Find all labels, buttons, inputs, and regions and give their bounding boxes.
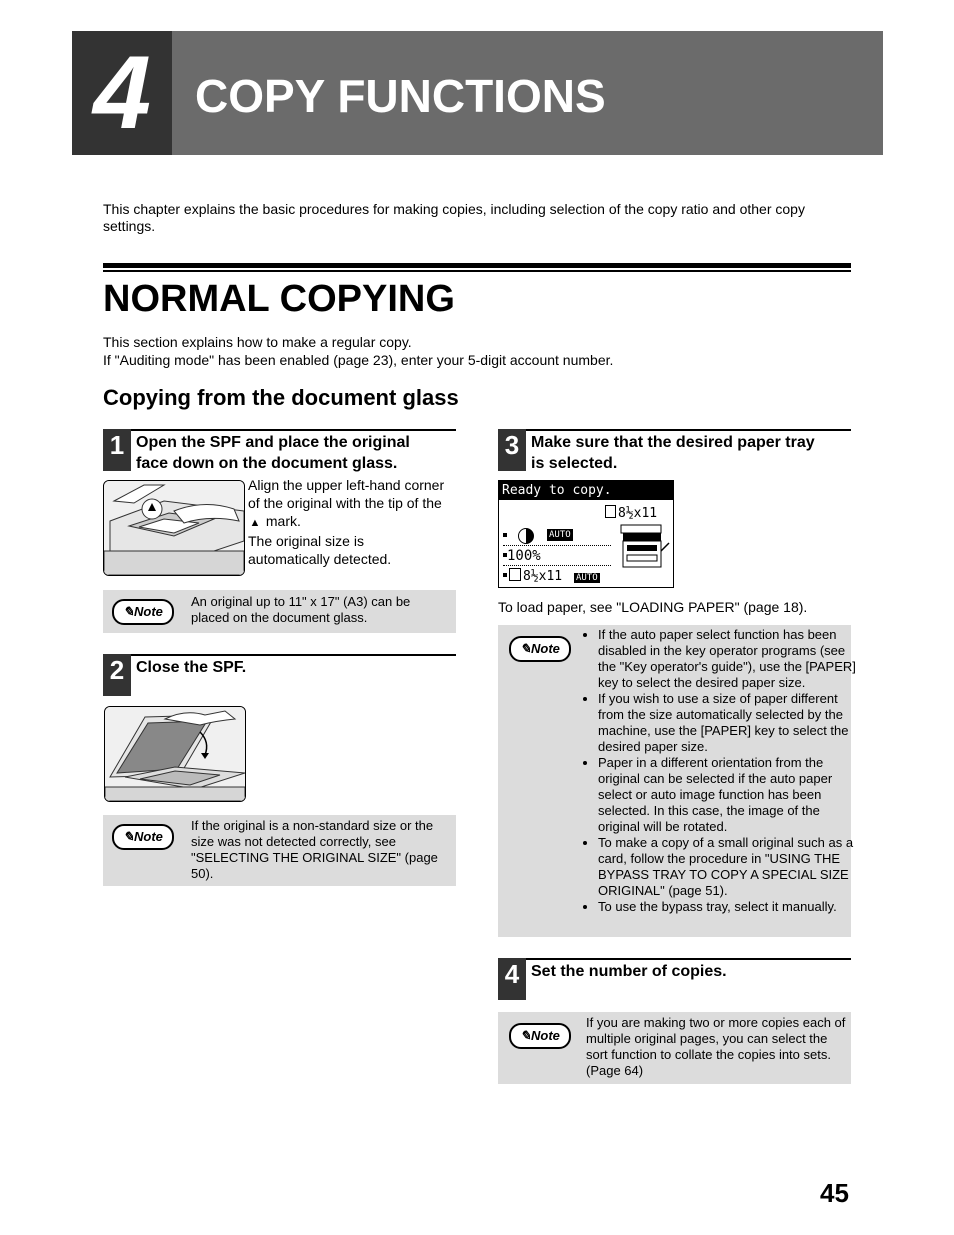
lcd-ratio: 100% bbox=[507, 548, 541, 564]
step-2-rule bbox=[103, 654, 456, 656]
chapter-intro: This chapter explains the basic procedures for making copies, including selection of the copy ratio and other copy settings. bbox=[103, 201, 805, 234]
note-list-item: • If the auto paper select function has been disabled in the key operator programs (see the "Key operator's guide"), use the [PAPER] key to select the desired paper size. bbox=[598, 627, 860, 691]
step-1-desc-line-2: of the original with the tip of the bbox=[248, 495, 442, 511]
step-4-number: 4 bbox=[498, 958, 526, 1000]
pencil-icon: ✎ bbox=[520, 1028, 531, 1043]
note-icon bbox=[112, 824, 174, 850]
step-4-rule bbox=[498, 958, 851, 960]
lcd-exposure-row bbox=[503, 527, 611, 546]
step-1-note-text: An original up to 11" x 17" (A3) can be placed on the document glass. bbox=[191, 594, 411, 625]
alignment-mark-icon: ▲ bbox=[249, 517, 261, 529]
pencil-icon: ✎ bbox=[123, 829, 134, 844]
lcd-display bbox=[498, 480, 674, 588]
page-number: 45 bbox=[820, 1178, 849, 1208]
lcd-ratio-row bbox=[503, 547, 611, 566]
bullet-marker-icon bbox=[503, 533, 507, 537]
chapter-number: 4 bbox=[72, 31, 172, 155]
step-2-note-box bbox=[103, 815, 456, 886]
step-3-note-list bbox=[583, 627, 860, 915]
pencil-icon: ✎ bbox=[123, 604, 134, 619]
note-list-item: • Paper in a different orientation from the original can be selected if the auto paper select or auto image function has been selected. In this case, the image of the original will be rotated. bbox=[598, 755, 860, 835]
step-1-illustration bbox=[103, 480, 245, 576]
note-list-item: • To use the bypass tray, select it manually. bbox=[598, 899, 860, 915]
lcd-paper-bottom: 8½x11 bbox=[523, 569, 563, 584]
step-2-title: Close the SPF. bbox=[136, 659, 247, 676]
step-3-title-line-1: Make sure that the desired paper tray bbox=[531, 434, 815, 451]
step-3-title bbox=[531, 432, 851, 474]
lcd-paper-bottom-row bbox=[503, 568, 600, 585]
lcd-paper-top-row bbox=[605, 505, 657, 522]
step-2-number: 2 bbox=[103, 654, 131, 696]
step-1-note-box bbox=[103, 590, 456, 633]
note-list-item: • If you wish to use a size of paper different from the size automatically selected by the machine, use the [PAPER] key to select the desired paper size. bbox=[598, 691, 860, 755]
note-label: Note bbox=[531, 1028, 560, 1043]
step-3-title-line-2: is selected. bbox=[531, 455, 618, 472]
subsection-title: Copying from the document glass bbox=[103, 385, 459, 410]
bullet-marker-icon bbox=[503, 573, 507, 577]
section-rule-thick bbox=[103, 263, 851, 268]
copier-closing-illustration bbox=[105, 707, 245, 801]
step-1-desc-line-4: automatically detected. bbox=[248, 551, 392, 567]
section-text-line-1: This section explains how to make a regular copy. bbox=[103, 334, 412, 350]
step-4-title: Set the number of copies. bbox=[531, 963, 727, 980]
step-3-number: 3 bbox=[498, 429, 526, 471]
section-title: NORMAL COPYING bbox=[103, 278, 455, 320]
note-icon bbox=[509, 1023, 571, 1049]
step-1-title bbox=[136, 432, 456, 474]
note-label: Note bbox=[134, 604, 163, 619]
section-rule-thin bbox=[103, 270, 851, 272]
note-list-item: • To make a copy of a small original such as a card, follow the procedure in "USING THE BYPASS TRAY TO COPY A SPECIAL SIZE ORIGINAL" (page 51). bbox=[598, 835, 860, 899]
note-icon bbox=[509, 636, 571, 662]
step-3-load-paper-text: To load paper, see "LOADING PAPER" (page 18). bbox=[498, 599, 808, 615]
step-3-note-box bbox=[498, 625, 856, 937]
step-1-title-line-1: Open the SPF and place the original bbox=[136, 434, 410, 451]
step-2-note-text: If the original is a non-standard size or the size was not detected correctly, see "SELECTING THE ORIGINAL SIZE" (page 50). bbox=[191, 818, 438, 881]
exposure-icon bbox=[518, 528, 534, 544]
lcd-auto-badge-2: AUTO bbox=[575, 573, 598, 583]
tray-icon bbox=[509, 568, 521, 581]
lcd-header: Ready to copy. bbox=[499, 481, 673, 500]
step-1-desc-line-3: The original size is bbox=[248, 533, 364, 549]
tray-icon bbox=[605, 505, 616, 518]
step-1-rule bbox=[103, 429, 456, 431]
section-description bbox=[103, 333, 853, 369]
note-icon bbox=[112, 599, 174, 625]
step-1-description bbox=[248, 476, 458, 568]
section-text-line-2: If "Auditing mode" has been enabled (page 23), enter your 5-digit account number. bbox=[103, 352, 614, 368]
step-1-desc-mark: mark. bbox=[265, 513, 301, 529]
step-1-number: 1 bbox=[103, 429, 131, 471]
step-1-desc-line-1: Align the upper left-hand corner bbox=[248, 477, 445, 493]
lcd-auto-badge-1: AUTO bbox=[549, 530, 571, 540]
pencil-icon: ✎ bbox=[520, 641, 531, 656]
note-label: Note bbox=[531, 641, 560, 656]
step-3-rule bbox=[498, 429, 851, 431]
copier-open-illustration bbox=[104, 481, 244, 575]
step-1-title-line-2: face down on the document glass. bbox=[136, 455, 398, 472]
chapter-title: COPY FUNCTIONS bbox=[195, 70, 606, 122]
note-label: Note bbox=[134, 829, 163, 844]
step-1-desc-mark-line bbox=[248, 512, 458, 532]
step-2-illustration bbox=[104, 706, 246, 802]
lcd-paper-top: 8½x11 bbox=[618, 506, 658, 521]
step-4-note-box bbox=[498, 1012, 851, 1084]
copier-machine-icon bbox=[619, 521, 671, 569]
step-4-note-text: If you are making two or more copies each of multiple original pages, you can select the sort function to collate the copies into sets. (Page 64) bbox=[586, 1015, 846, 1078]
